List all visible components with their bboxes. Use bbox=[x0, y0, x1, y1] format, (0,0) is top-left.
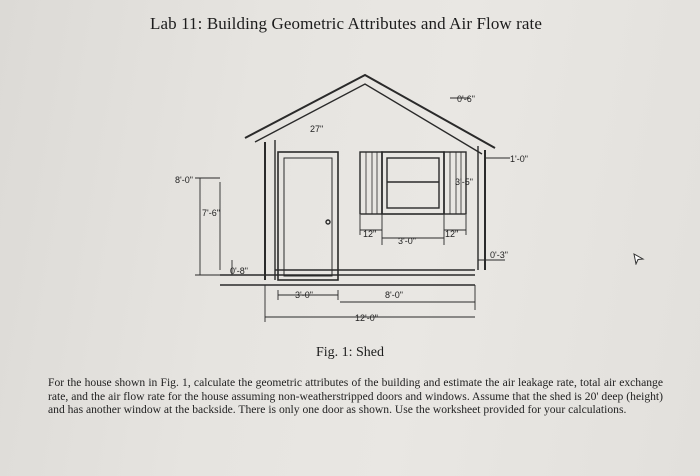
shed-drawing bbox=[160, 70, 560, 330]
base-lines bbox=[220, 270, 475, 285]
dim-label-7ft6: 7'-6" bbox=[202, 208, 220, 218]
window bbox=[382, 152, 444, 214]
dim-label-12ft: 12'-0" bbox=[355, 313, 378, 323]
door bbox=[278, 152, 338, 280]
roof-outer-line bbox=[245, 75, 495, 148]
dim-label-12in-left: 12" bbox=[363, 229, 377, 239]
dim-label-door-width: 3'-0" bbox=[295, 290, 313, 300]
dim-label-1ft: 1'-0" bbox=[510, 154, 528, 164]
dim-8ft-line bbox=[195, 178, 220, 275]
dim-label-12in-right: 12" bbox=[445, 229, 459, 239]
window-frame bbox=[387, 158, 439, 208]
window-shutter-left bbox=[360, 152, 382, 214]
roof-inner-line bbox=[255, 84, 482, 154]
dim-label-8ft-width: 8'-0" bbox=[385, 290, 403, 300]
dim-label-overhang: 0'-6" bbox=[457, 94, 475, 104]
mouse-pointer-icon bbox=[633, 252, 645, 270]
dim-label-8ft: 8'-0" bbox=[175, 175, 193, 185]
dim-label-0ft3: 0'-3" bbox=[490, 250, 508, 260]
dim-label-window-height: 3'-5" bbox=[455, 177, 473, 187]
figure-caption: Fig. 1: Shed bbox=[315, 345, 385, 360]
shed-figure bbox=[160, 70, 560, 330]
instructions-paragraph: For the house shown in Fig. 1, calculate the geometric attributes of the building and estimate the air leakage rate, total air exchange rate, and the air flow rate for the house assuming non-weatherstripped doors and windows. Assume that the shed is 20' deep (height) and has another window at the backside. There is only one door as shown. Use the worksheet provided for your calculations. bbox=[48, 376, 663, 417]
page-title: Lab 11: Building Geometric Attributes and Air Flow rate bbox=[150, 14, 543, 33]
dim-label-27in: 27" bbox=[310, 124, 324, 134]
dim-label-0ft8: 0'-8" bbox=[230, 266, 248, 276]
dim-label-window-width: 3'-0" bbox=[398, 236, 416, 246]
door-inner bbox=[284, 158, 332, 276]
dim-8ft-width bbox=[340, 285, 475, 310]
door-knob bbox=[326, 220, 330, 224]
